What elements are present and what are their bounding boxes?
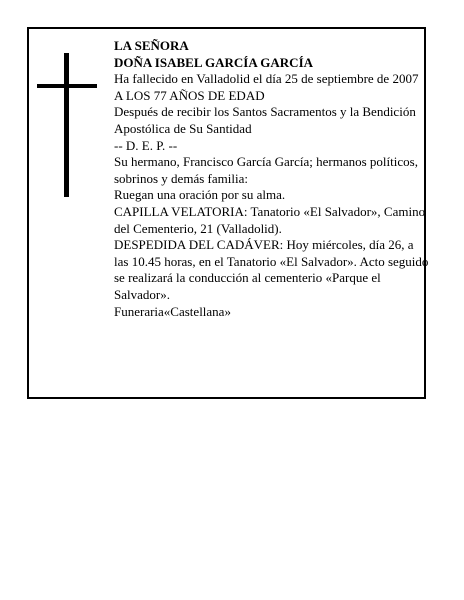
wake-location: CAPILLA VELATORIA: Tanatorio «El Salvador», Camino del Cementerio, 21 (Valladolid). (114, 203, 426, 236)
notice-title: LA SEÑORA (114, 38, 189, 53)
cross-vertical-bar (64, 53, 69, 197)
cross-icon (37, 53, 97, 197)
age-statement: A LOS 77 AÑOS DE EDAD (114, 87, 265, 103)
deceased-name: DOÑA ISABEL GARCÍA GARCÍA (114, 54, 314, 70)
prayer-request: Ruegan una oración por su alma. (114, 187, 286, 203)
funeral-home-name: Funeraria«Castellana» (114, 303, 231, 319)
obituary-text-block (114, 38, 430, 320)
family-statement: Su hermano, Francisco García García; hermanos políticos, sobrinos y demás familia: (114, 154, 418, 186)
death-statement: Ha fallecido en Valladolid el día 25 de septiembre de 2007 (114, 71, 419, 87)
rest-in-peace-line: -- D. E. P. -- (114, 137, 178, 153)
sacraments-statement: Después de recibir los Santos Sacramentos y la Bendición Apostólica de Su Santidad (114, 104, 416, 136)
funeral-farewell-details: DESPEDIDA DEL CADÁVER: Hoy miércoles, día 26, a las 10.45 horas, en el Tanatorio «El Salvador». Acto seguido se realizará la conducción al cementerio «Parque el Salvador». (114, 237, 429, 302)
cross-horizontal-bar (37, 84, 97, 88)
